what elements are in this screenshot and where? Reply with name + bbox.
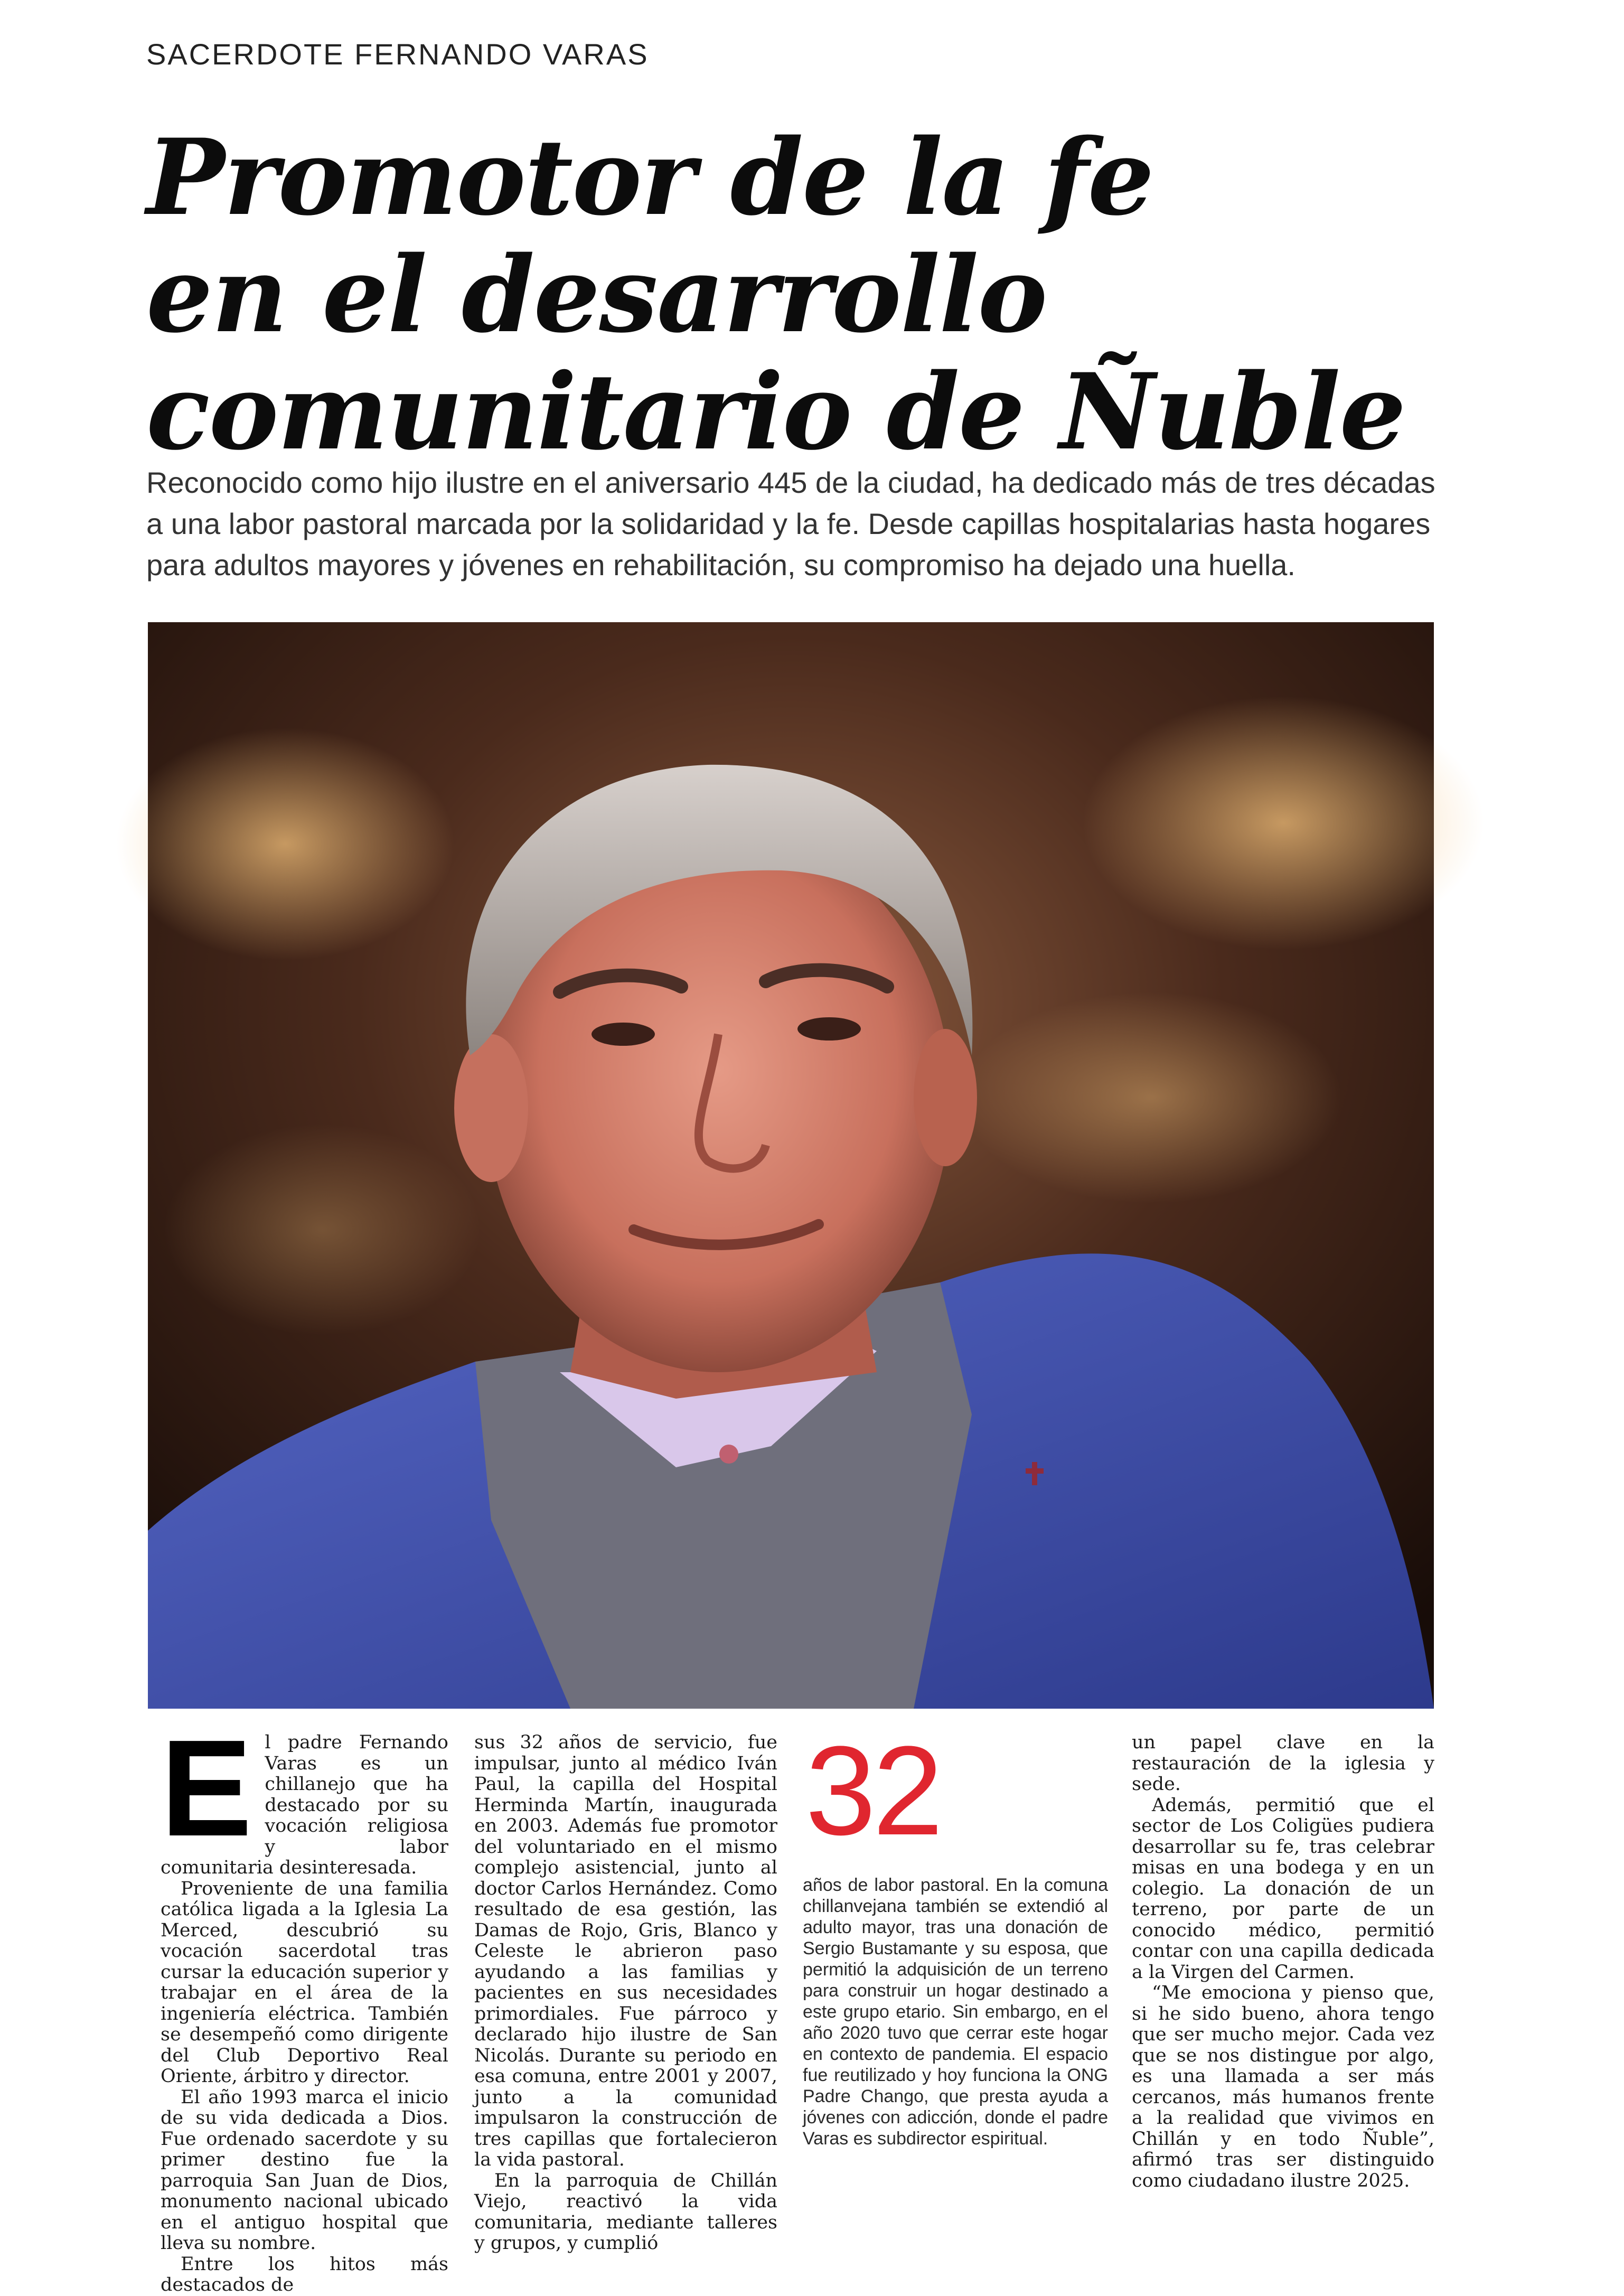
lede-line: a una labor pastoral marcada por la solidaridad y la fe. Desde capillas hospitalarias hasta hogares	[146, 507, 1431, 540]
portrait-illustration	[148, 622, 1434, 1709]
kicker: SACERDOTE FERNANDO VARAS	[146, 38, 649, 71]
lede-line: para adultos mayores y jóvenes en rehabilitación, su compromiso ha dejado una huella.	[146, 548, 1296, 582]
article-column-4	[1132, 1732, 1434, 2191]
headline-line: en el desarrollo	[146, 233, 1047, 356]
portrait-photo	[148, 622, 1434, 1709]
paragraph: El año 1993 marca el inicio de su vida dedicada a Dios. Fue ordenado sacerdote y su primer destino fue la parroquia San Juan de Dios, monumento nacional ubicado en el antiguo hospital que lleva su nombre.	[161, 2086, 448, 2254]
paragraph: Además, permitió que el sector de Los Coligües pudiera desarrollar su fe, tras celebrar misas en una bodega y en un colegio. La donación de un terreno, por parte de un conocido médico, permitió contar con una capilla dedicada a la Virgen del Carmen.	[1132, 1794, 1434, 1983]
lede-line: Reconocido como hijo ilustre en el aniversario 445 de la ciudad, ha dedicado más de tres décadas	[146, 466, 1435, 499]
paragraph: un papel clave en la restauración de la iglesia y sede.	[1132, 1732, 1434, 1795]
lede	[146, 462, 1456, 586]
highlight-number: 32	[805, 1720, 940, 1861]
paragraph: En la parroquia de Chillán Viejo, reactivó la vida comunitaria, mediante talleres y grupos, y cumplió	[474, 2170, 777, 2254]
article-column-2	[474, 1732, 777, 2254]
highlight-text: años de labor pastoral. En la comuna chillanvejana también se extendió al adulto mayor, tras una donación de Sergio Bustamante y su esposa, que permitió la adquisición de un terreno para construir un hogar destinado a este grupo etario. Sin embargo, en el año 2020 tuvo que cerrar este hogar en contexto de pandemia. El espacio fue reutilizado y hoy funciona la ONG Padre Chango, que presta ayuda a jóvenes con adicción, donde el padre Varas es subdirector espiritual.	[803, 1875, 1108, 2149]
headline-line: Promotor de la fe	[146, 116, 1153, 239]
paragraph: Entre los hitos más destacados de	[161, 2253, 448, 2295]
headline	[146, 116, 1467, 473]
paragraph: “Me emociona y pienso que, si he sido bueno, ahora tengo que ser mucho mejor. Cada vez que se nos distingue por algo, es una llamada a ser más cercanos, más humanos frente a la realidad que vivimos en Chillán y en todo Ñuble”, afirmó tras ser distinguido como ciudadano ilustre 2025.	[1132, 1982, 1434, 2191]
paragraph: sus 32 años de servicio, fue impulsar, junto al médico Iván Paul, la capilla del Hospital Herminda Martín, inaugurada en 2003. Además fue promotor del voluntariado en el mismo complejo asistencial, junto al doctor Carlos Hernández. Como resultado de esa gestión, las Damas de Rojo, Gris, Blanco y Celeste le abrieron paso ayudando a las familias y pacientes en sus necesidades primordiales. Fue párroco y declarado hijo ilustre de San Nicolás. Durante su periodo en esa comuna, entre 2001 y 2007, junto a la comunidad impulsaron la construcción de tres capillas que fortalecieron la vida pastoral.	[474, 1732, 777, 2170]
paragraph: Proveniente de una familia católica ligada a la Iglesia La Merced, descubrió su vocación sacerdotal tras cursar la educación superior y trabajar en el área de la ingeniería eléctrica. También se desempeñó como dirigente del Club Deportivo Real Oriente, árbitro y director.	[161, 1878, 448, 2087]
drop-cap: E	[161, 1712, 252, 1865]
paragraph	[161, 1712, 448, 1879]
headline-line: comunitario de Ñuble	[146, 350, 1405, 473]
paragraph-text: l padre Fernando Varas es un chillanejo que ha destacado por su vocación religiosa y labor comunitaria desinteresada.	[161, 1732, 448, 1878]
article-column-1	[161, 1712, 448, 2296]
